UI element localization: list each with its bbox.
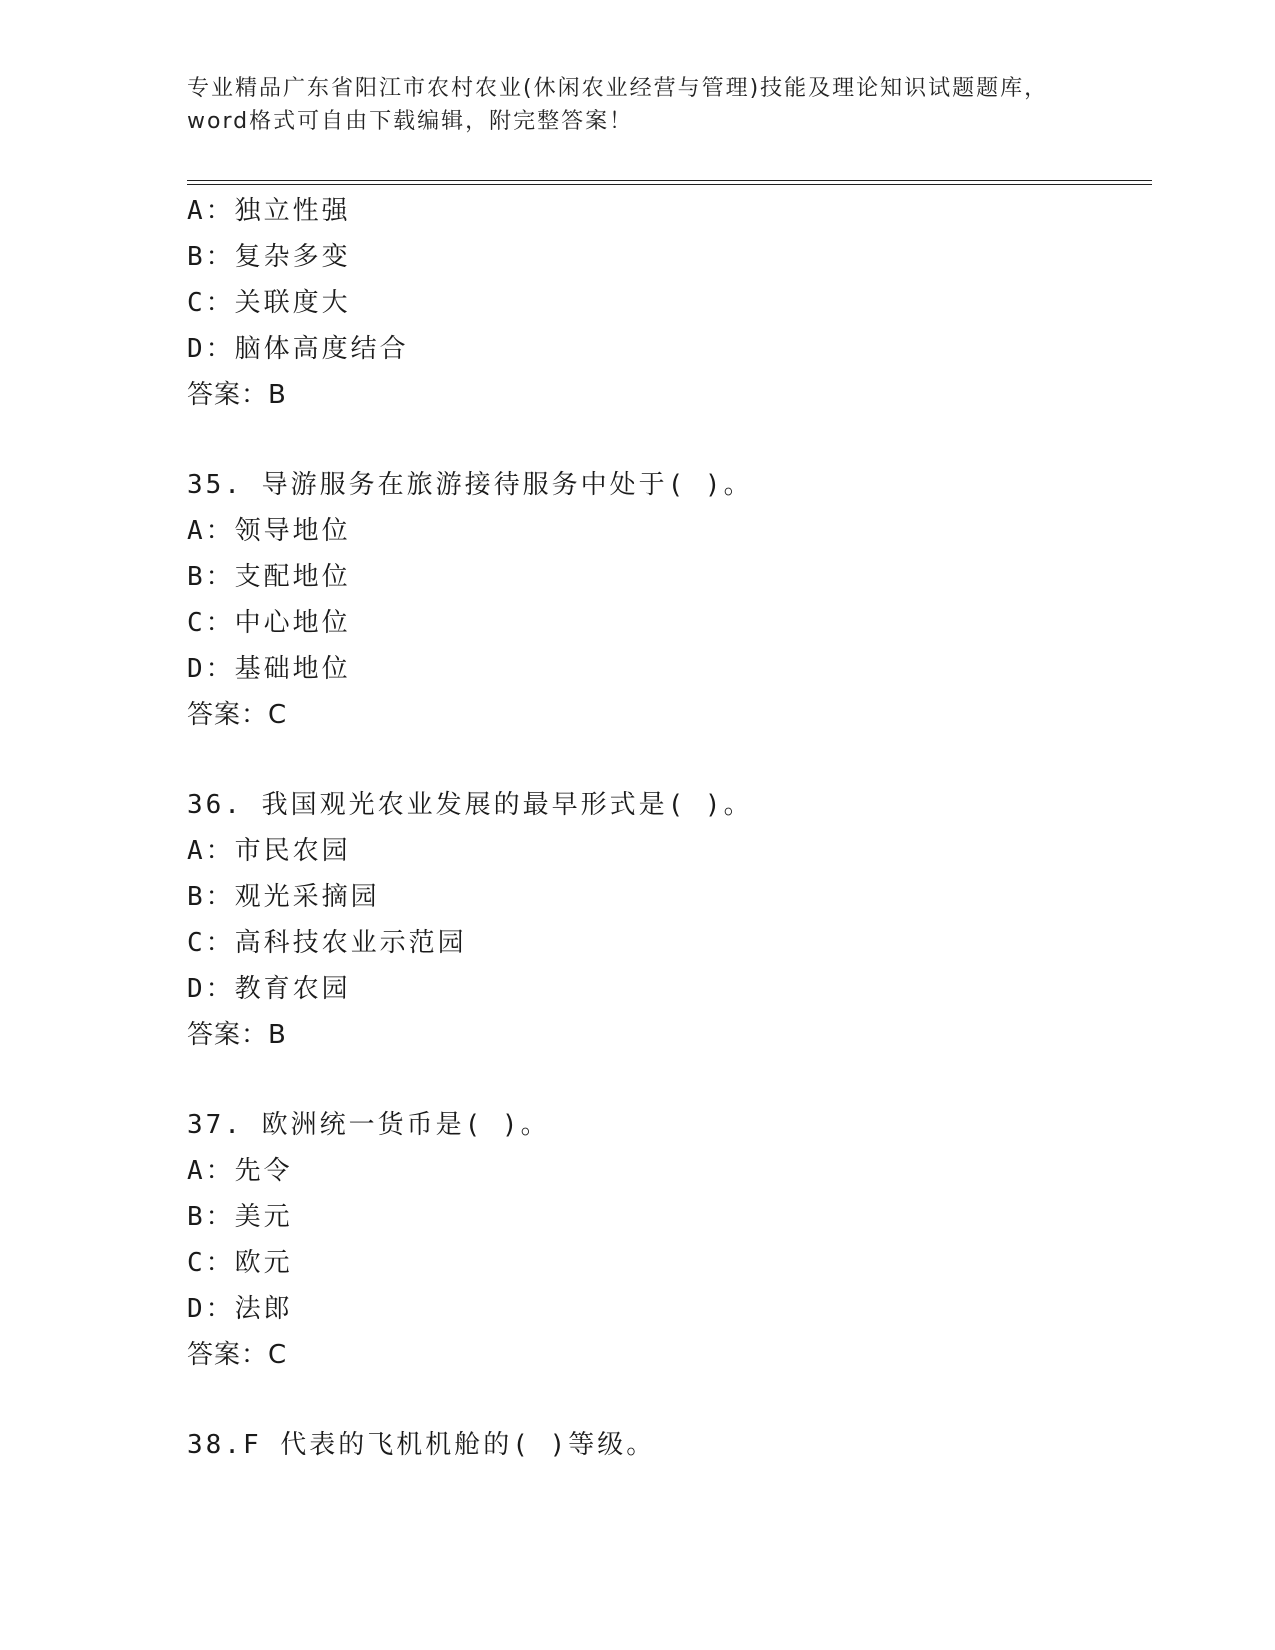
answer-line: 答案：B <box>187 380 287 410</box>
spacer <box>187 1058 1152 1102</box>
question-block-partial <box>187 188 1152 418</box>
option-a: A：先令 <box>187 1156 293 1186</box>
document-header <box>187 72 1087 138</box>
answer-line: 答案：C <box>187 700 288 730</box>
question-stem: 37. 欧洲统一货币是( )。 <box>187 1110 550 1140</box>
option-c: C：高科技农业示范园 <box>187 928 467 958</box>
header-title-line-1: 专业精品广东省阳江市农村农业(休闲农业经营与管理)技能及理论知识试题题库， <box>187 76 1049 101</box>
option-b: B：美元 <box>187 1202 293 1232</box>
question-block-36 <box>187 782 1152 1058</box>
option-c: C：关联度大 <box>187 288 351 318</box>
option-a: A：独立性强 <box>187 196 351 226</box>
option-d: D：基础地位 <box>187 654 351 684</box>
answer-line: 答案：C <box>187 1340 288 1370</box>
option-b: B：支配地位 <box>187 562 351 592</box>
option-a: A：市民农园 <box>187 836 351 866</box>
question-stem: 38.F 代表的飞机机舱的( )等级。 <box>187 1430 656 1460</box>
option-d: D：教育农园 <box>187 974 351 1004</box>
spacer <box>187 418 1152 462</box>
option-d: D：脑体高度结合 <box>187 334 409 364</box>
question-block-37 <box>187 1102 1152 1378</box>
option-d: D：法郎 <box>187 1294 293 1324</box>
question-block-38 <box>187 1422 1152 1468</box>
spacer <box>187 1378 1152 1422</box>
answer-line: 答案：B <box>187 1020 287 1050</box>
spacer <box>187 738 1152 782</box>
question-stem: 35. 导游服务在旅游接待服务中处于( )。 <box>187 470 753 500</box>
question-block-35 <box>187 462 1152 738</box>
header-title-line-2: word格式可自由下载编辑，附完整答案！ <box>187 109 634 134</box>
header-divider-bottom <box>187 184 1152 185</box>
header-divider-top <box>187 180 1152 181</box>
option-a: A：领导地位 <box>187 516 351 546</box>
question-list <box>187 188 1152 1468</box>
option-b: B：观光采摘园 <box>187 882 380 912</box>
option-b: B：复杂多变 <box>187 242 351 272</box>
question-stem: 36. 我国观光农业发展的最早形式是( )。 <box>187 790 753 820</box>
option-c: C：中心地位 <box>187 608 351 638</box>
option-c: C：欧元 <box>187 1248 293 1278</box>
